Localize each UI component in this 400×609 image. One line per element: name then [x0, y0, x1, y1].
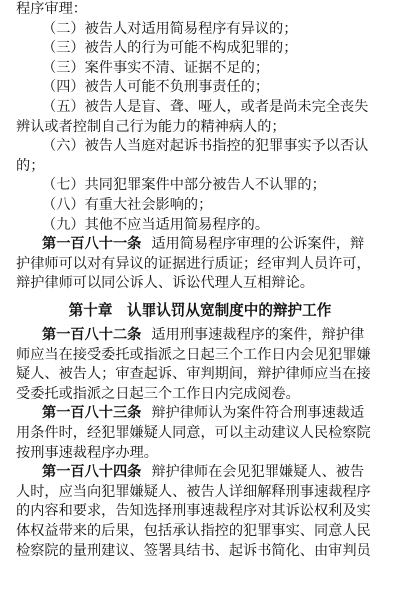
body-line: 受委托或指派之日起三个工作日内完成阅卷。: [16, 385, 300, 402]
list-item: （三）案件事实不清、证据不足的；: [42, 59, 270, 76]
article-181-line-1: [42, 235, 384, 255]
list-item: （五）被告人是盲、聋、哑人，或者是尚未完全丧失: [42, 99, 369, 115]
article-182-heading: 第一百八十二条: [42, 327, 142, 343]
article-184-text: 辩护律师在会见犯罪嫌疑人、被告: [151, 464, 365, 481]
article-183-text: 辩护律师认为案件符合刑事速裁适: [151, 405, 365, 422]
article-184-heading: 第一百八十四条: [42, 464, 142, 481]
list-item: （四）被告人可能不负刑事责任的；: [42, 79, 270, 96]
body-line: 师应当在接受委托或指派之日起三个工作日内会见犯罪嫌: [16, 346, 371, 363]
list-item: （七）共同犯罪案件中部分被告人不认罪的；: [42, 177, 326, 194]
article-183-heading: 第一百八十三条: [42, 405, 142, 422]
list-item: （八）有重大社会影响的；: [42, 197, 213, 213]
list-item: （六）被告人当庭对起诉书指控的犯罪事实予以否认: [42, 138, 369, 155]
article-184-line-1: [42, 463, 384, 483]
body-line: 程序审理：: [16, 1, 87, 17]
body-line: 辩护律师可以同公诉人、诉讼代理人互相辩论。: [16, 275, 314, 292]
article-181-heading: 第一百八十一条: [42, 236, 142, 253]
body-line: 体权益带来的后果，包括承认指控的犯罪事实、同意人民: [16, 523, 371, 539]
body-line: 用条件时，经犯罪嫌疑人同意，可以主动建议人民检察院: [16, 425, 371, 441]
list-item: （三）被告人的行为可能不构成犯罪的；: [42, 40, 298, 57]
body-line: 检察院的量刑建议、签署具结书、起诉书简化、由审判员: [16, 542, 371, 559]
body-line: 人时，应当向犯罪嫌疑人、被告人详细解释刑事速裁程序: [16, 483, 371, 500]
body-line: 的内容和要求，告知选择刑事速裁程序对其诉讼权利及实: [16, 503, 371, 520]
body-line: 护律师可以对有异议的证据进行质证；经审判人员许可，: [16, 255, 371, 272]
body-line: 疑人、被告人；审查起诉、审判期间，辩护律师应当在接: [16, 366, 371, 383]
body-line: 辨认或者控制自己行为能力的精神病人的；: [16, 118, 286, 135]
body-line: 的；: [16, 157, 45, 174]
chapter-title: 第十章 认罪认罚从宽制度中的辩护工作: [68, 302, 332, 319]
article-181-text: 适用简易程序审理的公诉案件，辩: [151, 236, 365, 253]
body-line: 按刑事速裁程序办理。: [16, 444, 158, 461]
article-183-line-1: [42, 404, 384, 424]
list-item: （九）其他不应当适用简易程序的。: [42, 216, 270, 233]
article-182-line-1: [42, 326, 384, 346]
list-item: （二）被告人对适用简易程序有异议的；: [42, 20, 298, 37]
article-182-text: 适用刑事速裁程序的案件，辩护律: [151, 327, 365, 343]
